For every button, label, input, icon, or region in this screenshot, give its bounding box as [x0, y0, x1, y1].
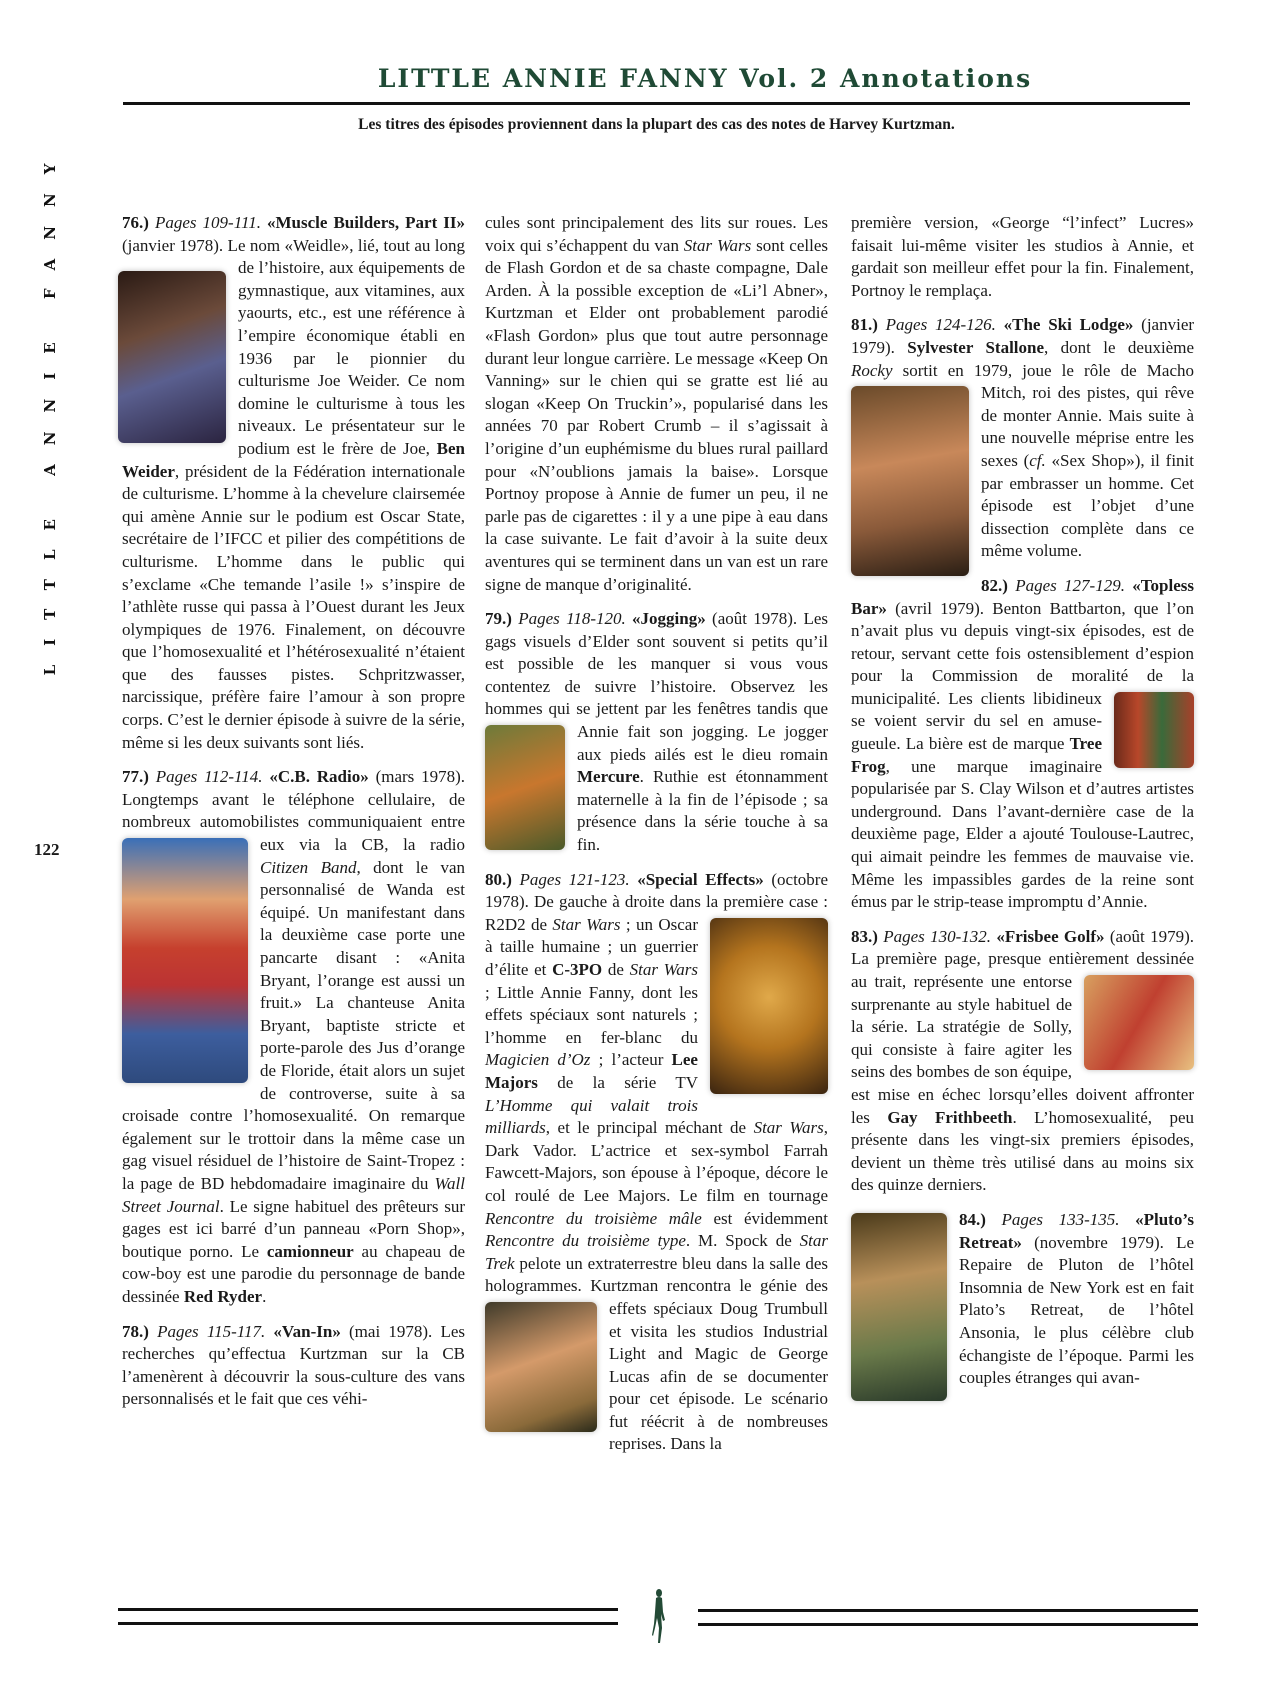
annotation-paragraph [485, 869, 828, 1456]
body-text: de [602, 960, 630, 979]
bold-text: «Muscle Builders, Part II» [267, 213, 466, 232]
body-text: est évidemment [701, 1208, 828, 1228]
body-text: neux se voient servir du sel en amuse-gueule. La bière est de marque [851, 688, 1102, 754]
body-text: que Annie fait son jogging. Le jogger aux pieds ailés est le dieu romain [577, 699, 828, 764]
body-text: . M. Spock de [685, 1231, 800, 1251]
page-title: LITTLE ANNIE FANNY Vol. 2 Annotations [377, 64, 1033, 93]
text-column-3 [851, 212, 1194, 1405]
italic-text: Pages 115-117. [157, 1321, 266, 1341]
bold-text: «Special Effects» [637, 869, 764, 889]
annotation-paragraph [485, 608, 828, 857]
comic-illustration-beer [1114, 692, 1194, 768]
bold-text: 77.) [122, 767, 149, 787]
italic-text: Rencontre du troisième type [485, 1231, 686, 1251]
body-text [878, 315, 886, 334]
comic-illustration-trumbull [485, 1302, 597, 1432]
bold-text: Mercure [577, 767, 640, 787]
italic-text: Citizen Band [260, 857, 357, 877]
annie-silhouette-icon [648, 1588, 670, 1649]
bold-text: Gay Frithbeeth [887, 1107, 1013, 1127]
body-text: dessinée au trait, représente une entorse surprenante au style habituel de la série. La stratégie de Solly, qui consiste à faire agiter les seins des bombes de son équipe, est mise en échec lorsqu’elles doivent affronter les [851, 949, 1194, 1127]
comic-illustration-trucker [122, 838, 248, 1083]
comic-illustration-mercury [485, 725, 565, 850]
body-text: au chapeau de cow-boy est une parodie du personnage de bande dessinée [122, 1241, 465, 1306]
annotation-paragraph [122, 1321, 465, 1411]
body-text: de la série TV [537, 1072, 698, 1092]
bold-text: 76.) [122, 213, 149, 232]
body-text: ciaux Doug Trumbull et visita les studios Industrial Light and Magic de George Lucas afin de se documenter pour cet épisode. Le scénario fut réécrit à de nombreuses reprises. Dans la [609, 1298, 828, 1454]
italic-text: Pages 109-111. [154, 213, 261, 232]
italic-text: Pages 133-135. [1001, 1209, 1120, 1229]
bold-text: Tree Frog [851, 734, 1102, 776]
body-text: première version, «George “l’infect” Lucres» faisait lui-même visiter les studios à Annie, et gardait son meilleur effet pour la fin. Finalement, Portnoy le remplaça. [851, 213, 1194, 300]
bold-text: 81.) [851, 315, 878, 335]
bold-text: 78.) [122, 1321, 149, 1341]
body-text: (avril 1979). Benton Battbarton, que l’on n’avait plus vu depuis vingt-six épisodes, est de retour, servant cette fois ostensiblement d’espion pour la Commission de moralité de la municipalité. Les clients libidi [851, 598, 1194, 708]
body-text [512, 870, 520, 889]
bold-text: «Jogging» [632, 609, 706, 629]
body-text: , dont le deuxième [1044, 337, 1194, 357]
italic-text: Magicien d’Oz [485, 1050, 591, 1070]
header-rule [123, 102, 1190, 105]
italic-text: Rencontre du troisième mâle [485, 1208, 702, 1228]
italic-text: Wall Street Journal [122, 1173, 465, 1216]
footer-rule-right-top [698, 1609, 1198, 1612]
bold-text: 83.) [851, 926, 878, 946]
italic-text: Star Wars [552, 914, 621, 934]
footer-rule-left-bottom [118, 1622, 618, 1625]
italic-text: Rocky [851, 360, 893, 380]
body-text [149, 1322, 157, 1341]
body-text: ; un Oscar à taille humaine ; un guerrier d’élite et [485, 914, 698, 979]
italic-text: Pages 112-114. [155, 767, 263, 787]
body-text: (mars 1978). Longtemps avant le téléphone cellulaire, de nombreux automobilistes communi [122, 767, 466, 832]
body-text [986, 1210, 1002, 1229]
italic-text: Star Wars [683, 235, 752, 255]
body-text: «Sex Shop»), il finit par embrasser un homme. Cet épisode est l’objet d’une dissection complète dans ce même volume. [981, 450, 1194, 561]
bold-text: «C.B. Radio» [269, 767, 369, 787]
body-text: pelote un extraterrestre bleu dans la salle des hologrammes. Kurtzman rencontra le génie des effets spé [485, 1253, 828, 1318]
body-text: (août 1978). Les gags visuels d’Elder sont souvent si petits qu’il est possible de les manquer si vous vous contentez de suivre l’histoire. Observez les hommes qui se jettent par les fenêtres tandis [485, 609, 829, 719]
body-text: . [262, 1286, 267, 1306]
annotation-paragraph [122, 766, 465, 1308]
body-text: . Ruthie est étonnamment maternelle à la fin de l’épisode ; sa présence dans la série touche à sa fin. [577, 767, 828, 855]
italic-text: cf. [1029, 450, 1046, 470]
footer-rule-left-top [118, 1608, 618, 1611]
body-text [996, 315, 1004, 334]
body-text: tout au long de l’histoire, aux équipements de gymnastique, aux vitamines, aux yaourts, etc., est une référence à l’empire économique établi en 1936 par le pionnier du culturisme Joe Weider. Ce nom domine le culturisme à tous les niveaux. Le présentateur sur le podium est le frère de Joe, [238, 235, 465, 458]
footer-rule-right-bottom [698, 1623, 1198, 1626]
body-text: Macho Mitch, roi des pistes, qui rêve de monter Annie. Mais suite à une nouvelle méprise entre les sexes ( [981, 360, 1194, 470]
bold-text: Red Ryder [183, 1286, 263, 1306]
bold-text: camionneur [266, 1241, 354, 1261]
comic-illustration-pluto [851, 1213, 947, 1401]
comic-illustration-frisbee [1084, 975, 1194, 1070]
bold-text: Lee Majors [485, 1050, 698, 1092]
body-text: (mai 1978). Les recherches qu’effectua Kurtzman sur la CB l’amenèrent à découvrir la sous-culture des vans personnalisés et le fait que ces véhi- [122, 1321, 465, 1409]
body-text: mière case : R2D2 de [485, 892, 828, 934]
body-text: (novembre 1979). Le Repaire de Pluton de l’hôtel Insomnia de New York est en fait Plato’s Retreat, de l’hôtel Ansonia, le plus célèbre club échangiste de l’époque. Parmi les couples étranges qui avan- [959, 1232, 1194, 1388]
bold-text: «Topless Bar» [851, 575, 1194, 618]
italic-text: L’Homme qui valait trois milliards [485, 1095, 698, 1138]
body-text: sont celles de Flash Gordon et de sa chaste compagne, Dale Arden. À la possible exception de «Li’l Abner», Kurtzman et Elder ont probablement parodié «Flash Gordon» plus que tout autre personnage durant leur longue carrière. Le message «Keep On Vanning» sur le chien qui se gratte est lié au slogan «Keep On Truckin’», popularisé dans les années 70 par Robert Crumb – il s’agissait à l’origine d’un euphémisme du blues rural paillard pour «N’oublions jamais la baise». Lorsque Portnoy propose à Annie de fumer un peu, il ne parle pas de cigarettes : il y a une pipe à eau dans la case suivante. Le fait d’avoir à la suite deux aventures qui se terminent dans un van est un rare signe de manque d’originalité. [485, 235, 828, 594]
bold-text: C-3PO [552, 960, 603, 979]
annotation-paragraph [851, 575, 1194, 914]
annotation-paragraph [851, 926, 1194, 1197]
bold-text: «Pluto’s Retreat» [959, 1209, 1194, 1252]
body-text: ; Little Annie Fanny, dont les effets spéciaux sont naturels ; l’homme en fer-blanc du [485, 982, 698, 1047]
bold-text: 79.) [485, 609, 512, 629]
bold-text: «Van-In» [273, 1321, 341, 1341]
annotation-paragraph [851, 1209, 1194, 1390]
body-text: , président de la Fédération internationale de culturisme. L’homme à la chevelure clairsemée qui amène Annie sur le podium est Oscar State, secrétaire de l’IFCC et pilier des compétitions de culturisme. L’homme dans le public qui s’exclame «Che temande l’asile !» s’inspire de l’athlète russe qui passa à l’Ouest durant les Jeux olympiques de 1976. Finalement, on découvre que l’homosexualité et l’hétérosexualité n’étaient que des fausses pistes. Schpritzwasser, narcissique, préfère faire l’amour à son propre corps. C’est le dernier épisode à suivre de la série, même si les deux suivants sont liés. [122, 461, 465, 752]
italic-text: Star Trek [485, 1231, 828, 1273]
body-text: . L’homosexualité, peu présente dans les vingt-six premiers épisodes, devient un thème très utilisé dans au moins six des quinze derniers. [851, 1107, 1194, 1195]
body-text: , et le principal méchant de [545, 1118, 754, 1138]
italic-text: Pages 118-120. [518, 609, 626, 629]
page-subtitle: Les titres des épisodes proviennent dans la plupart des cas des notes de Harvey Kurtzman. [358, 116, 955, 133]
body-text: (janvier 1979). [851, 315, 1195, 357]
bold-text: 80.) [485, 869, 512, 889]
body-text: ; l’acteur [590, 1050, 672, 1070]
side-title-text: LITTLE ANNIE FANNY [41, 144, 59, 676]
comic-illustration-weider [118, 271, 226, 443]
body-text: , dont le van personnalisé de Wanda est équipé. Un manifestant dans la deuxième case porte une pancarte disant : «Anita Bryant, l’orange est aussi un fruit.» La chanteuse Anita Bryant, baptiste stricte et porte-parole des Jus d’orange de Floride, était alors un sujet de controverse, suite à sa croisade contre l’homosexualité. On remarque également sur le trottoir dans la même case un gag visuel résiduel de l’histoire de Saint-Tropez : la page de BD hebdomadaire imaginaire du [122, 857, 465, 1193]
italic-text: Star Wars [753, 1118, 824, 1138]
bold-text: Sylvester Stallone [907, 337, 1045, 357]
bold-text: 84.) [959, 1209, 986, 1229]
body-text: , Dark Vador. L’actrice et sex-symbol Farrah Fawcett-Majors, son épouse à l’époque, décore le col roulé de Lee Majors. Le film en tournage [485, 1118, 828, 1205]
body-text: cules sont principalement des lits sur roues. Les voix qui s’échappent du van [485, 213, 828, 255]
annotation-paragraph [122, 212, 465, 754]
body-text [149, 767, 156, 786]
italic-text: Pages 124-126. [885, 315, 996, 335]
annotation-paragraph [851, 314, 1194, 563]
text-column-2 [485, 212, 828, 1468]
bold-text: 82.) [981, 575, 1008, 595]
italic-text: Pages 121-123. [519, 869, 630, 889]
italic-text: Pages 130-132. [883, 926, 991, 946]
body-text: quaient entre eux via la CB, la radio [260, 812, 465, 855]
italic-text: Star Wars [629, 960, 699, 979]
body-text: (janvier 1978). Le nom «Weidle», lié, [122, 235, 384, 255]
body-text: (octobre 1978). De gauche à droite dans la pre [485, 869, 829, 912]
bold-text: Ben Weider [122, 438, 465, 481]
bold-text: «The Ski Lodge» [1003, 315, 1134, 335]
body-text [1120, 1210, 1136, 1229]
comic-illustration-c3po [710, 918, 828, 1094]
text-column-1 [122, 212, 465, 1423]
comic-illustration-stallone [851, 386, 969, 576]
body-text: (août 1979). La première page, presque entièrement [851, 926, 1195, 969]
annotation-paragraph [851, 212, 1194, 302]
italic-text: Pages 127-129. [1015, 575, 1125, 595]
body-text: sortit en 1979, joue le rôle de [892, 360, 1147, 380]
page-number: 122 [34, 840, 60, 859]
annotation-paragraph [485, 212, 828, 596]
body-text: , une marque imaginaire popularisée par S. Clay Wilson et d’autres artistes underground. Dans l’avant-dernière case de la deuxième page, Elder a ajouté Toulouse-Lautrec, qui aimait peindre les femmes de mauvaise vie. Même les impassibles gardes de la reine sont émus par le strip-tease impromptu d’Annie. [851, 756, 1194, 912]
bold-text: «Frisbee Golf» [996, 926, 1105, 946]
body-text: . Le signe habituel des prêteurs sur gages est ici barré d’un panneau «Porn Shop», boutique porno. Le [122, 1196, 466, 1261]
